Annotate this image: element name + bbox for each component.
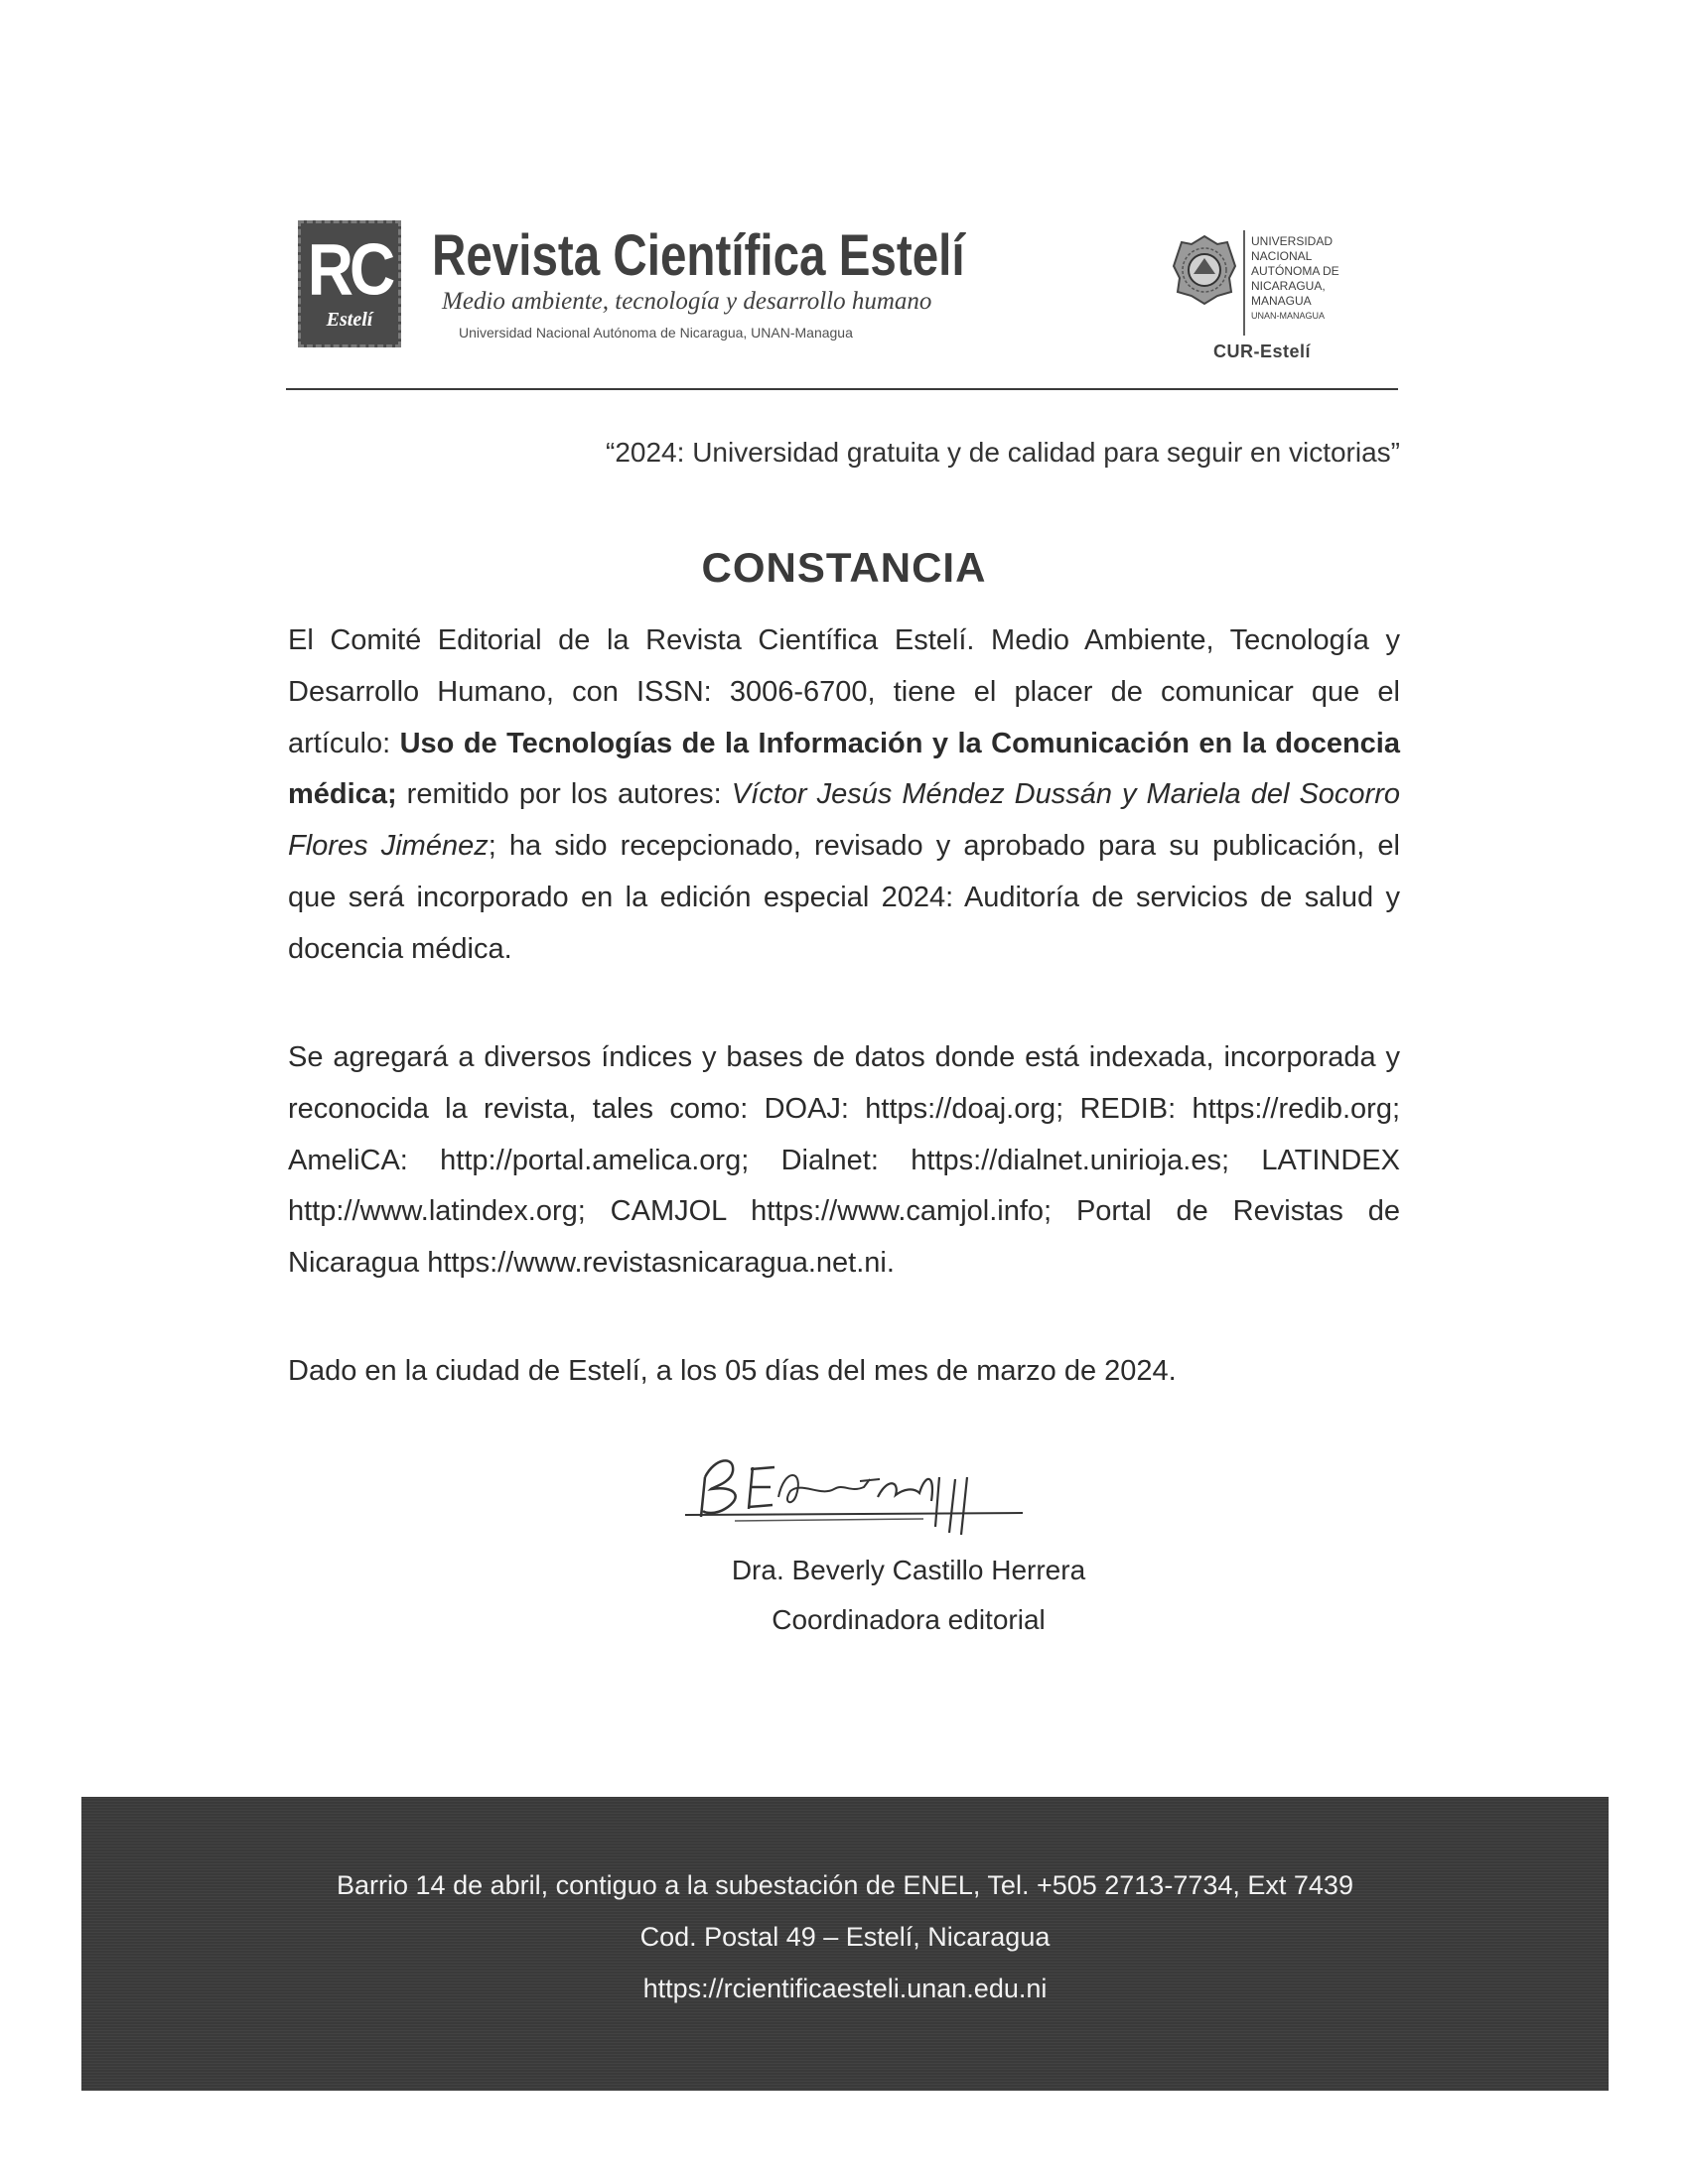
journal-university: Universidad Nacional Autónoma de Nicaragua, UNAN-Managua [459,325,853,341]
logo-letters: RC [307,227,392,310]
footer-address: Barrio 14 de abril, contiguo a la subestación de ENEL, Tel. +505 2713-7734, Ext 7439 [337,1870,1353,1900]
university-line: AUTÓNOMA DE [1251,264,1339,278]
signatory-role: Coordinadora editorial [772,1604,1046,1635]
certificate-paragraph [288,615,1400,976]
university-line: UNAN-MANAGUA [1251,311,1326,321]
university-seal-icon [1172,234,1237,306]
university-line: NICARAGUA, [1251,279,1326,293]
header-divider [286,388,1398,390]
footer-banner [81,1797,1609,2091]
article-title: Uso de Tecnologías de la Información y la Comunicación en la docencia médica; [288,727,1400,811]
journal-logo [298,220,401,347]
logo-subtitle: Estelí [326,308,373,331]
indexing-paragraph: Se agregará a diversos índices y bases de datos donde está indexada, incorporada y reconocida la revista, tales como: DOAJ: https://doaj.org; REDIB: https://redib.org; AmeliCA: http://portal.amelica.org; Dialnet: https://dialnet.unirioja.es; LATINDEX http://www.latindex.org; CAMJOL https://www.camjol.info; Portal de Revistas de Nicaragua https://www.revistasnicaragua.net.ni. [288,1041,1400,1280]
footer-postal: Cod. Postal 49 – Estelí, Nicaragua [639,1922,1051,1952]
date-paragraph: Dado en la ciudad de Estelí, a los 05 días del mes de marzo de 2024. [288,1355,1177,1387]
handwritten-signature [675,1437,1033,1547]
university-line: UNIVERSIDAD [1251,234,1334,248]
footer-url: https://rcientificaesteli.unan.edu.ni [642,1974,1048,2003]
document-title: CONSTANCIA [701,544,987,591]
campus-name: CUR-Estelí [1213,341,1312,361]
authors-names: Víctor Jesús Méndez Dussán y Mariela del Socorro Flores Jiménez [288,778,1400,863]
journal-tagline: Medio ambiente, tecnología y desarrollo humano [442,288,932,315]
university-line: NACIONAL [1251,249,1313,263]
seal-divider [1243,230,1245,336]
approval-text: ; ha sido recepcionado, revisado y aprobado para su publicación, el que será incorporado en la edición especial 2024: Auditoría de servicios de salud y docencia médica. [288,830,1400,965]
year-motto: “2024: Universidad gratuita y de calidad para seguir en victorias” [606,437,1400,468]
signatory-name: Dra. Beverly Castillo Herrera [731,1555,1086,1585]
authors-lead-text: remitido por los autores: [396,778,732,811]
university-name-block [1251,234,1370,324]
intro-text: El Comité Editorial de la Revista Científica Estelí. Medio Ambiente, Tecnología y Desarrollo Humano, con ISSN: 3006-6700, tiene el placer de comunicar que el artículo: [288,624,1400,759]
university-line: MANAGUA [1251,294,1312,308]
journal-title: Revista Científica Estelí [432,223,965,288]
